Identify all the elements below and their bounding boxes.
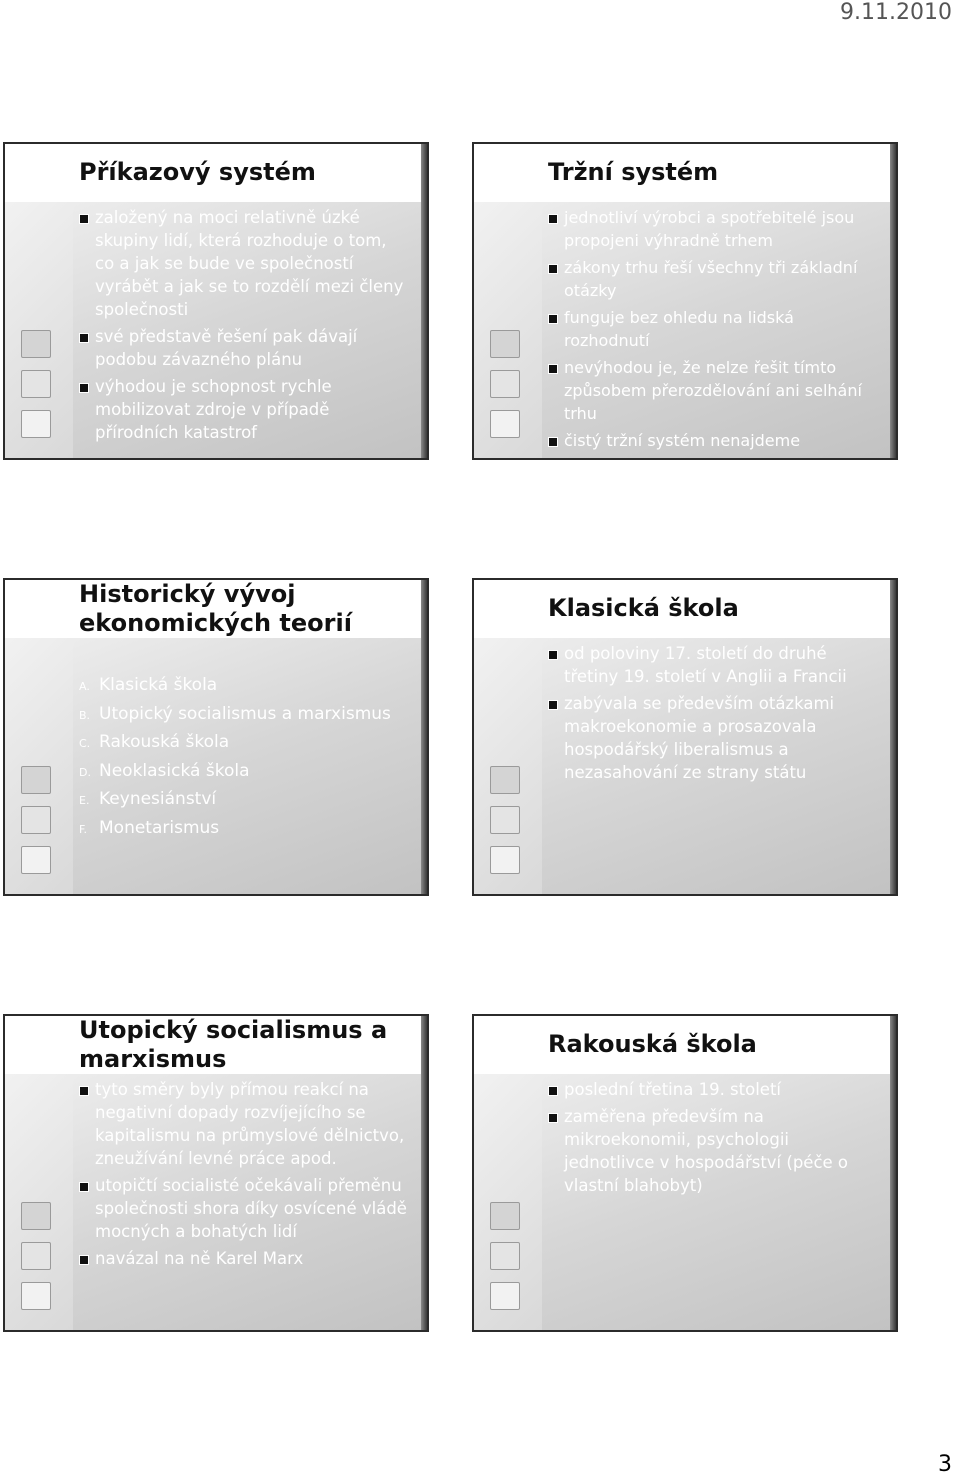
square-icon bbox=[21, 1202, 51, 1230]
square-icon bbox=[21, 846, 51, 874]
slide-title: Tržní systém bbox=[548, 158, 719, 186]
square-icon bbox=[21, 370, 51, 398]
square-icon bbox=[490, 1202, 520, 1230]
slide-klasicka-skola bbox=[472, 578, 898, 896]
list-item: F. Monetarismus bbox=[79, 817, 220, 838]
slide-title: Příkazový systém bbox=[79, 158, 316, 186]
slide-historicky-vyvoj bbox=[3, 578, 429, 896]
square-icon bbox=[490, 370, 520, 398]
slide-prikazovy-system bbox=[3, 142, 429, 460]
list-item: čistý tržní systém nenajdeme bbox=[548, 429, 878, 452]
page-date: 9.11.2010 bbox=[840, 0, 952, 25]
list-item: E. Keynesiánství bbox=[79, 789, 217, 809]
decorative-squares bbox=[490, 330, 520, 438]
decorative-squares bbox=[21, 1202, 51, 1310]
bullet-icon bbox=[548, 264, 558, 274]
list-item: utopičtí socialisté očekávali přeměnu společnosti shora díky osvícené vládě mocných a bohatých lidí bbox=[79, 1174, 409, 1243]
slide-utopicky-socialismus bbox=[3, 1014, 429, 1332]
square-icon bbox=[21, 806, 51, 834]
slide-title: Utopický socialismus a marxismus bbox=[79, 1016, 388, 1073]
bullet-icon bbox=[79, 383, 89, 393]
square-icon bbox=[21, 410, 51, 438]
page-number: 3 bbox=[938, 1452, 952, 1477]
bullet-icon bbox=[548, 314, 558, 324]
bullet-icon bbox=[548, 364, 558, 374]
list-item: nevýhodou je, že nelze řešit tímto způsobem přerozdělování ani selhání trhu bbox=[548, 356, 878, 425]
decorative-squares bbox=[21, 766, 51, 874]
slide-title: Klasická škola bbox=[548, 594, 739, 622]
bullet-icon bbox=[79, 1255, 89, 1265]
list-item: B. Utopický socialismus a marxismus bbox=[79, 703, 391, 724]
list-item: výhodou je schopnost rychle mobilizovat zdroje v případě přírodních katastrof bbox=[79, 375, 409, 444]
slide-rakouska-skola bbox=[472, 1014, 898, 1332]
square-icon bbox=[490, 330, 520, 358]
decorative-squares bbox=[490, 766, 520, 874]
slide-title: Historický vývoj ekonomických teorií bbox=[79, 580, 352, 637]
square-icon bbox=[490, 410, 520, 438]
square-icon bbox=[490, 1282, 520, 1310]
square-icon bbox=[490, 766, 520, 794]
list-item: založený na moci relativně úzké skupiny lidí, která rozhoduje o tom, co a jak se bude ve společností vyrábět a jak se to rozdělí mezi členy společnosti bbox=[79, 206, 409, 321]
bullet-icon bbox=[548, 650, 558, 660]
bullet-icon bbox=[548, 1113, 558, 1123]
bullet-icon bbox=[548, 214, 558, 224]
list-item: A. Klasická škola bbox=[79, 675, 218, 695]
bullet-list bbox=[79, 1078, 409, 1274]
square-icon bbox=[21, 766, 51, 794]
square-icon bbox=[490, 806, 520, 834]
bullet-icon bbox=[548, 1086, 558, 1096]
bullet-list bbox=[548, 1078, 878, 1201]
list-item: poslední třetina 19. století bbox=[548, 1078, 878, 1101]
list-item: tyto směry byly přímou reakcí na negativní dopady rozvíjejícího se kapitalismu na průmyslové dělnictvo, zneužívání levné práce apod. bbox=[79, 1078, 409, 1170]
bullet-icon bbox=[548, 437, 558, 447]
bullet-list bbox=[548, 642, 878, 788]
square-icon bbox=[490, 1242, 520, 1270]
slide-trzni-system bbox=[472, 142, 898, 460]
bullet-icon bbox=[79, 214, 89, 224]
list-item: zaměřena především na mikroekonomii, psychologii jednotlivce v hospodářství (péče o vlastní blahobyt) bbox=[548, 1105, 878, 1197]
decorative-squares bbox=[490, 1202, 520, 1310]
list-item: funguje bez ohledu na lidská rozhodnutí bbox=[548, 306, 878, 352]
bullet-icon bbox=[548, 700, 558, 710]
bullet-icon bbox=[79, 1182, 89, 1192]
bullet-icon bbox=[79, 1086, 89, 1096]
bullet-list bbox=[79, 206, 409, 448]
list-item: své představě řešení pak dávají podobu závazného plánu bbox=[79, 325, 409, 371]
enumerated-list bbox=[79, 672, 409, 843]
list-item: navázal na ně Karel Marx bbox=[79, 1247, 409, 1270]
list-item: C. Rakouská škola bbox=[79, 732, 230, 752]
list-item: od poloviny 17. století do druhé třetiny 19. století v Anglii a Francii bbox=[548, 642, 878, 688]
square-icon bbox=[490, 846, 520, 874]
bullet-icon bbox=[79, 333, 89, 343]
slide-title: Rakouská škola bbox=[548, 1030, 757, 1058]
list-item: D. Neoklasická škola bbox=[79, 760, 250, 781]
square-icon bbox=[21, 330, 51, 358]
list-item: jednotliví výrobci a spotřebitelé jsou propojeni výhradně trhem bbox=[548, 206, 878, 252]
square-icon bbox=[21, 1282, 51, 1310]
decorative-squares bbox=[21, 330, 51, 438]
bullet-list bbox=[548, 206, 878, 456]
square-icon bbox=[21, 1242, 51, 1270]
list-item: zabývala se především otázkami makroekonomie a prosazovala hospodářský liberalismus a nezasahování ze strany státu bbox=[548, 692, 878, 784]
list-item: zákony trhu řeší všechny tři základní otázky bbox=[548, 256, 878, 302]
